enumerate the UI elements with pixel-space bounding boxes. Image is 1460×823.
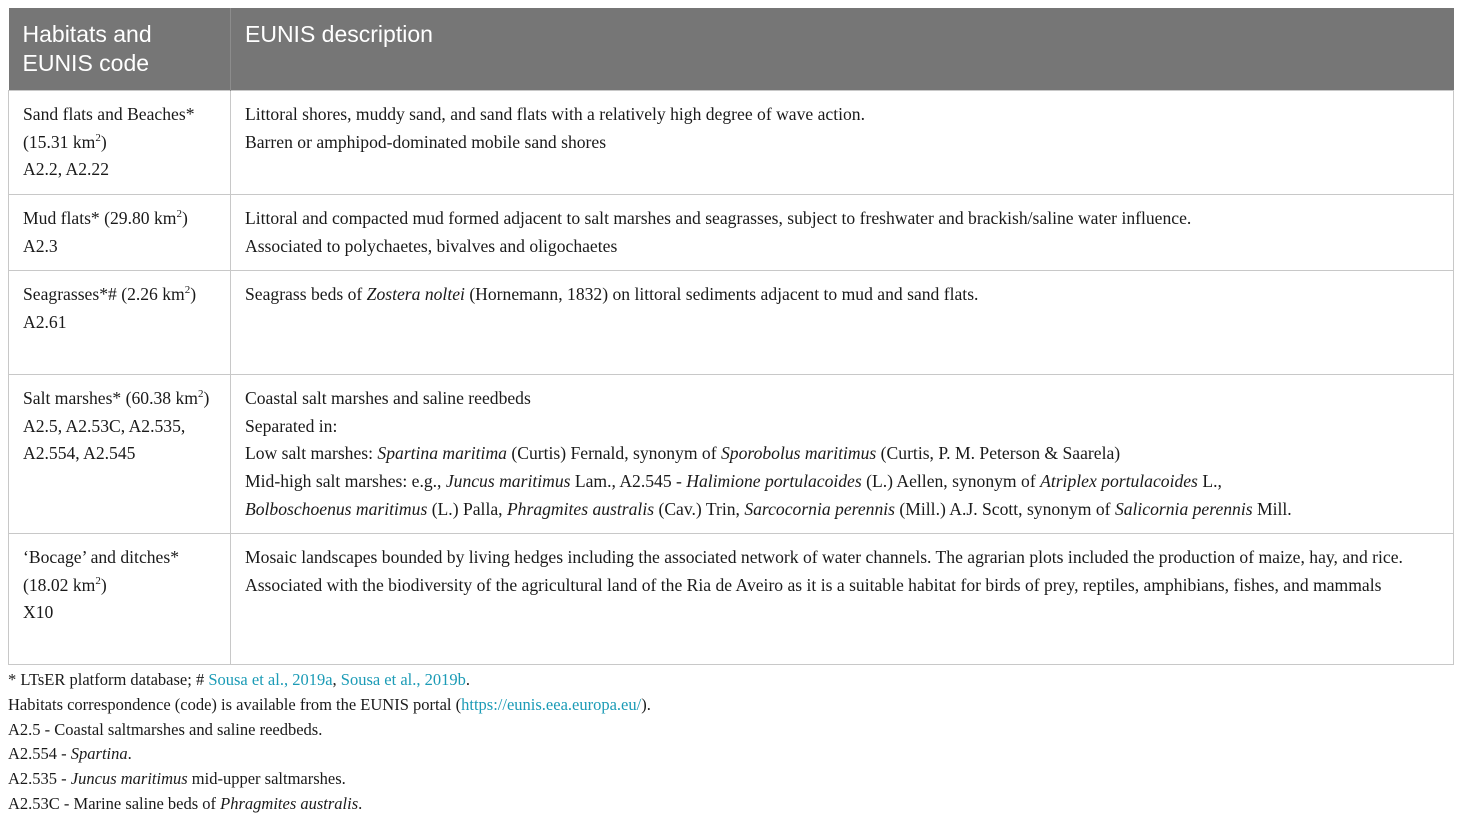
habitat-cell (9, 91, 231, 195)
table-footnotes (8, 668, 1453, 817)
text-part: Seagrass beds of (245, 284, 367, 305)
superscript: 2 (197, 388, 204, 401)
habitat-cell (9, 375, 231, 534)
text-part: (L.) Palla, (427, 498, 507, 519)
species-name: Sporobolus maritimus (721, 443, 877, 464)
text-part: . (358, 793, 363, 813)
eunis-portal-link[interactable]: https://eunis.eea.europa.eu/ (461, 694, 642, 714)
text-part: (Curtis, P. M. Peterson & Saarela) (876, 443, 1121, 464)
habitat-code: A2.3 (23, 235, 58, 256)
footnote-eunis (8, 693, 1453, 718)
table-row (9, 195, 1454, 271)
description-line: Littoral and compacted mud formed adjacent to salt marshes and seagrasses, subject to freshwater and brackish/saline water influence. (245, 208, 1192, 228)
description-line: Associated with the biodiversity of the agricultural land of the Ria de Aveiro as it is a suitable habitat for birds of prey, reptiles, amphibians, fishes, and mammals (245, 574, 1382, 595)
species-name: Zostera noltei (366, 284, 465, 305)
description-line: Separated in: (245, 415, 338, 436)
description-cell (231, 375, 1454, 534)
text-part: (L.) Aellen, synonym of (861, 470, 1041, 491)
text-part: ). (641, 694, 651, 714)
species-name: Spartina maritima (377, 443, 507, 464)
superscript: 2 (176, 208, 182, 221)
text-part: * LTsER platform database; # (8, 670, 209, 689)
text-part: mid-upper saltmarshes. (187, 769, 346, 789)
species-name: Juncus maritimus (445, 470, 571, 491)
habitat-name-close: ) (181, 208, 188, 228)
habitat-cell (9, 195, 231, 271)
text-part: Low salt marshes: (245, 443, 378, 464)
table-row (9, 91, 1454, 195)
text-part: , (332, 670, 341, 689)
habitats-table (8, 8, 1454, 665)
superscript: 2 (95, 574, 101, 587)
description-line: Littoral shores, muddy sand, and sand flats with a relatively high degree of wave action. (245, 104, 865, 124)
mid-salt-marsh-line-2 (245, 496, 1439, 524)
species-name: Sarcocornia perennis (744, 498, 895, 519)
text-part: (Cav.) Trin, (654, 498, 745, 519)
species-name: Salicornia perennis (1114, 498, 1253, 519)
text-part: A2.554 - (8, 744, 71, 764)
habitat-cell (9, 271, 231, 375)
mid-salt-marsh-line (245, 468, 1439, 496)
text-part: Habitats correspondence (code) is available from the EUNIS portal ( (8, 694, 462, 714)
table-row (9, 271, 1454, 375)
description-cell (231, 271, 1454, 375)
footnote-a2554 (8, 742, 1453, 767)
header-description: EUNIS description (231, 8, 1454, 91)
citation-link-sousa-2019b[interactable]: Sousa et al., 2019b (340, 670, 466, 689)
superscript: 2 (184, 284, 191, 297)
text-part: . (127, 744, 132, 764)
habitat-code: A2.61 (23, 311, 67, 332)
species-name: Atriplex portulacoides (1040, 470, 1198, 491)
habitat-name: Mud flats* (29.80 km (23, 208, 177, 228)
species-name: Spartina (70, 744, 128, 764)
footnote-a253c (8, 792, 1453, 817)
citation-link-sousa-2019a[interactable]: Sousa et al., 2019a (208, 670, 333, 689)
species-name: Juncus maritimus (70, 769, 188, 789)
description-cell (231, 195, 1454, 271)
habitat-name-close: ) (203, 388, 210, 409)
description-line: Associated to polychaetes, bivalves and oligochaetes (245, 235, 618, 256)
habitat-name: Sand flats and Beaches* (15.31 km (23, 104, 195, 152)
habitat-name-close: ) (100, 131, 107, 152)
habitat-code: A2.2, A2.22 (23, 159, 110, 180)
description-line: Mosaic landscapes bounded by living hedges including the associated network of water channels. The agrarian plots included the production of maize, hay, and rice. (245, 547, 1403, 568)
habitat-code: X10 (23, 602, 54, 623)
habitat-code: A2.5, A2.53C, A2.535, A2.554, A2.545 (23, 415, 186, 464)
text-part: (Mill.) A.J. Scott, synonym of (895, 498, 1115, 519)
superscript: 2 (95, 131, 101, 144)
footnote-a25: A2.5 - Coastal saltmarshes and saline reedbeds. (8, 719, 323, 739)
low-salt-marsh-line (245, 440, 1439, 468)
habitat-name: Salt marshes* (60.38 km (23, 388, 198, 409)
species-name: Phragmites australis (506, 498, 655, 519)
header-habitats: Habitats and EUNIS code (9, 8, 231, 91)
species-name: Bolboschoenus maritimus (245, 498, 428, 519)
table-row (9, 534, 1454, 665)
table-row (9, 375, 1454, 534)
footnote-a2535 (8, 767, 1453, 792)
text-part: (Hornemann, 1832) on littoral sediments adjacent to mud and sand flats. (464, 284, 979, 305)
text-part: Lam., A2.545 - (570, 470, 687, 491)
species-name: Halimione portulacoides (686, 470, 862, 491)
table-header (9, 8, 1454, 91)
description-cell (231, 91, 1454, 195)
text-part: Mill. (1252, 498, 1292, 519)
description-cell (231, 534, 1454, 665)
text-part: A2.53C - Marine saline beds of (8, 793, 221, 813)
description-line: Barren or amphipod-dominated mobile sand shores (245, 131, 607, 152)
species-name: Phragmites australis (220, 793, 359, 813)
habitat-cell (9, 534, 231, 665)
footnote-sources (8, 668, 1453, 693)
text-part: A2.535 - (8, 769, 71, 789)
text-part: L., (1197, 470, 1222, 491)
text-part: Mid-high salt marshes: e.g., (245, 470, 446, 491)
text-part: . (465, 670, 471, 689)
habitat-name-close: ) (190, 284, 197, 305)
text-part: (Curtis) Fernald, synonym of (506, 443, 721, 464)
description-line: Coastal salt marshes and saline reedbeds (245, 388, 531, 409)
habitat-name: ‘Bocage’ and ditches* (18.02 km (23, 547, 179, 595)
habitat-name: Seagrasses*# (2.26 km (23, 284, 185, 305)
habitat-name-close: ) (100, 574, 107, 595)
description-line (245, 281, 1439, 309)
